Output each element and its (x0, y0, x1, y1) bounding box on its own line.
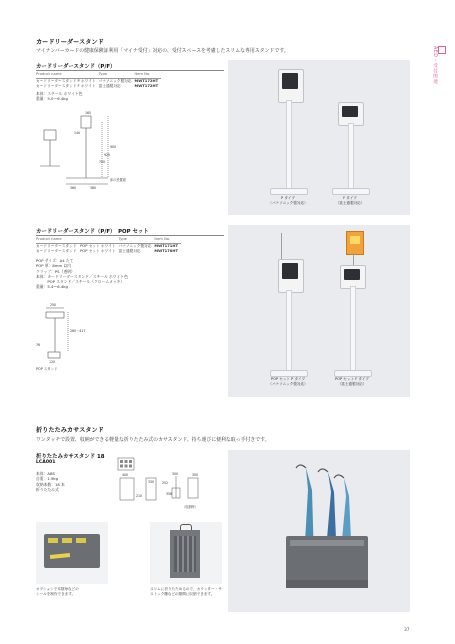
dimension-drawing-pf (36, 108, 136, 190)
spec-pop (36, 258, 128, 290)
col-header: Item No. (135, 72, 162, 78)
caption-line: F タイプ (343, 196, 357, 200)
stand-pole (348, 123, 354, 192)
stand-pole (286, 290, 292, 374)
cell-type: 富士通製対応 (118, 249, 141, 254)
cell-type: パナソニック製対応 (118, 243, 152, 248)
table-header-row (36, 72, 161, 78)
spec-line: 本体：スチール ホワイト色 (36, 91, 83, 96)
dim-label: 380 (90, 186, 97, 190)
page-number: 37 (404, 628, 410, 633)
photo-panel-pop (228, 225, 410, 397)
umbrella-stand-illustration (228, 450, 410, 612)
caption-pop-p-type (254, 377, 322, 387)
dim-label: 300 (192, 473, 199, 477)
caption-line: スリムに折りたためるので、カウンター・サ (150, 587, 222, 591)
caption-line: （富士通製対応） (337, 382, 367, 386)
dim-label: 360 (70, 186, 77, 190)
dim-label: 260〜417 (70, 329, 86, 333)
drawing-side-head (44, 130, 56, 140)
product-table-pop (36, 237, 181, 255)
dim-label: 140 (74, 131, 81, 135)
pop-rod (353, 253, 354, 265)
cell-product-name: カードリーダースタンド POP セット ホワイト (36, 243, 116, 248)
photo-option-stickers (36, 522, 108, 584)
dimension-drawing-umbrella (116, 456, 216, 516)
spec-line: 折りたたみ式 (36, 486, 59, 492)
spec-line: 重量：5.0〜6.4kg (36, 96, 68, 102)
stand-base (270, 370, 308, 377)
cell-item-no: MWT171HT (154, 243, 178, 248)
stand-top-grid (290, 540, 364, 546)
spec-line: POP サイズ：A4 たて (36, 258, 74, 263)
spec-line: 重量：5.4〜6.4kg (36, 284, 68, 290)
card-reader-head (278, 69, 304, 103)
spec-line: 本体：カードリーダースタンド／スチール ホワイト色 (36, 273, 128, 279)
dim-label: 76 (36, 343, 41, 347)
dim-label: 120 (49, 360, 56, 364)
section-title-card-reader: カードリーダースタンド (36, 39, 104, 46)
spec-umbrella (36, 471, 65, 492)
grid-icon (438, 46, 446, 54)
dim-label: 252 (162, 481, 169, 485)
drawing-head (81, 116, 91, 128)
dim-label: 330 (148, 480, 155, 484)
card-reader-head (278, 259, 304, 293)
side-category-tab (432, 46, 446, 85)
divider (36, 70, 224, 71)
caption-p-type (256, 196, 320, 206)
spec-pf (36, 91, 83, 102)
side-tab-label: AED・受付関連 (432, 46, 437, 85)
cell-product-name: カードリーダースタンド POP セット ホワイト (36, 249, 116, 254)
caption-folded-stand (150, 587, 222, 597)
folded-grid (174, 536, 196, 572)
table-row (36, 249, 181, 255)
stand-base (332, 188, 370, 195)
cell-item-no: MWT172HT (134, 78, 159, 83)
umbrella-handle (318, 469, 328, 472)
col-header: Type (99, 72, 135, 78)
dim-label: 900 (110, 145, 117, 149)
stand-base (270, 188, 308, 195)
screen-icon (282, 263, 298, 279)
umbrella-handle (334, 475, 344, 478)
spec-line: 本体：ABS (36, 471, 55, 476)
spec-line: POP 厚：8mm 以内 (36, 263, 71, 269)
cell-type: パナソニック製対応 (98, 78, 132, 83)
caption-line: POP セット P タイプ (270, 377, 306, 381)
subtitle-umbrella: 折りたたみカサスタンド 18 (36, 454, 105, 460)
caption-line: オプションで本数毎などの (36, 587, 79, 591)
dim-label: 700 (99, 160, 106, 164)
subtitle-pf: カードリーダースタンド（P/F） (36, 64, 116, 70)
dim-label: 250 (50, 303, 57, 307)
item-code: LCA001 (36, 460, 56, 465)
screen-icon (344, 269, 360, 280)
caption-f-type (318, 196, 382, 206)
umbrella-handle (296, 465, 306, 468)
label-sticker (50, 553, 70, 559)
cell-item-no: MWT172HT (134, 84, 159, 89)
dim-label: 300 (172, 472, 179, 476)
product-table-pf (36, 72, 161, 90)
screen-icon (342, 106, 358, 117)
spec-line: 収納本数：18 本 (36, 481, 65, 487)
caption-line: （パナソニック製対応） (268, 382, 308, 386)
cell-type: 富士通製対応 (98, 84, 121, 89)
stand-pole (350, 286, 356, 374)
dim-label: 358 (166, 492, 173, 496)
umbrella-stand-body (44, 534, 100, 568)
caption-line: （パナソニック製対応） (268, 201, 308, 205)
spec-line: POP スタンド／スチール（クロームメッキ） (36, 279, 125, 285)
dimension-drawing-pop (36, 300, 116, 372)
dim-label: 925 (104, 153, 111, 157)
photo-panel-umbrella (228, 450, 410, 612)
dim-label: POP スタンド (36, 367, 58, 371)
caption-line: POP セット F タイプ (334, 377, 370, 381)
pop-sign-graphic (350, 236, 360, 244)
dim-label: 210 (136, 494, 143, 498)
number-sticker (48, 538, 58, 543)
table-row (36, 84, 161, 90)
caption-line: P タイプ (281, 196, 295, 200)
screen-icon (282, 73, 298, 89)
col-header: Product name (36, 237, 118, 243)
stand-base (334, 370, 372, 377)
section-lead-card-reader: マイナンバーカードの健康保険証利用「マイナ受付」対応の、受付スペースを考慮したスリムな専用スタンドです。 (36, 48, 289, 54)
stand-base (286, 580, 368, 588)
photo-panel-pf (228, 60, 410, 215)
subtitle-pop-set: カードリーダースタンド（P/F） POP セット (36, 229, 149, 235)
number-sticker (76, 538, 86, 543)
dim-label: （収納時） (182, 505, 198, 509)
col-header: Product name (36, 72, 99, 78)
photo-folded-stand (150, 522, 222, 584)
caption-line: （富士通製対応） (335, 201, 365, 205)
caption-line: シールを制作できます。 (36, 592, 76, 596)
spec-line: 自重：1.9kg (36, 476, 59, 482)
dim-label: 床の設置面 (110, 178, 126, 182)
cell-product-name: カードリーダースタンド P ホワイト (36, 78, 96, 83)
caption-pop-f-type (318, 377, 386, 387)
folded-stand-body (170, 530, 200, 578)
divider (36, 235, 224, 236)
cell-product-name: カードリーダースタンド F ホワイト (36, 84, 96, 89)
spec-line: クリップ：PS（透明） (36, 268, 75, 274)
col-header: Item No. (154, 237, 181, 243)
caption-option-stickers (36, 587, 79, 597)
cell-item-no: MWT170HT (154, 249, 178, 254)
stand-pole (286, 100, 292, 192)
dim-label: 165 (85, 111, 92, 115)
section-lead-umbrella: ワンタッチで設置、収納ができる軽量な折りたたみ式のカサスタンド。持ち運びに便利な取っ手付きです。 (36, 437, 270, 443)
dim-label: 400 (122, 473, 129, 477)
pop-sign (346, 231, 364, 255)
caption-line: ストック棚などの隙間に収納できます。 (150, 592, 215, 596)
section-title-umbrella: 折りたたみカサスタンド (36, 427, 104, 434)
col-header: Type (118, 237, 154, 243)
number-sticker (62, 538, 72, 543)
